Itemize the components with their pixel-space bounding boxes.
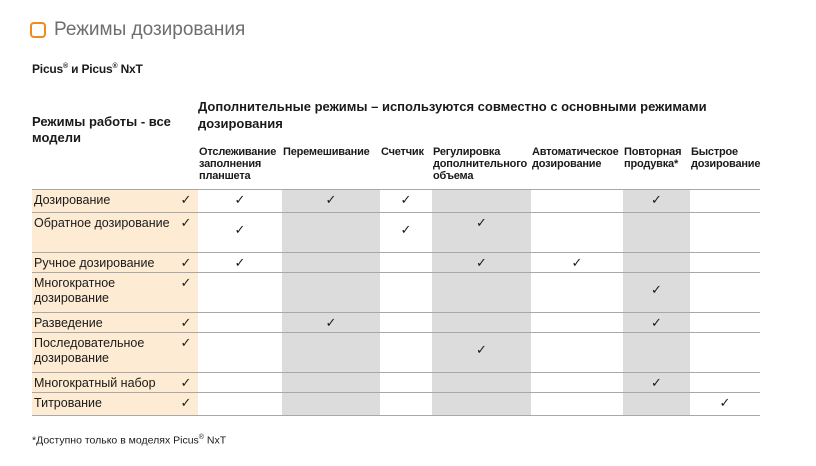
row-divider — [32, 212, 760, 213]
row-divider — [32, 312, 760, 313]
check-icon: ✓ — [400, 192, 412, 207]
check-icon: ✓ — [476, 255, 487, 270]
check-icon: ✓ — [180, 315, 192, 330]
column-header: Счетчик — [381, 146, 424, 158]
check-icon: ✓ — [180, 255, 192, 270]
check-icon: ✓ — [234, 192, 246, 207]
check-icon: ✓ — [571, 255, 583, 270]
column-header: Автоматическое дозирование — [532, 146, 619, 170]
row-divider — [32, 189, 760, 190]
row-label: Многократный набор — [34, 376, 156, 390]
check-icon: ✓ — [180, 192, 192, 207]
check-icon: ✓ — [325, 315, 337, 330]
row-divider — [32, 372, 760, 373]
shaded-column-fill — [282, 189, 380, 415]
page-title: Режимы дозирования — [54, 19, 246, 40]
check-icon: ✓ — [476, 342, 487, 357]
check-icon: ✓ — [180, 215, 192, 230]
row-divider — [32, 392, 760, 393]
row-divider — [32, 415, 760, 416]
check-icon: ✓ — [180, 375, 192, 390]
main-modes-header: Режимы работы - все модели — [32, 114, 171, 145]
column-header: Быстрое дозирование — [691, 146, 761, 170]
row-divider — [32, 272, 760, 273]
row-divider — [32, 252, 760, 253]
section-title — [30, 18, 245, 42]
column-header: Отслеживание заполнения планшета — [199, 146, 277, 182]
check-icon: ✓ — [651, 315, 662, 330]
check-icon: ✓ — [180, 395, 192, 410]
check-icon: ✓ — [651, 192, 662, 207]
check-icon: ✓ — [651, 282, 662, 297]
row-label: Последовательное дозирование — [34, 336, 145, 365]
column-header: Повторная продувка* — [624, 146, 682, 170]
row-label: Дозирование — [34, 193, 111, 207]
footnote: *Доступно только в моделях Picus® NxT — [32, 434, 227, 447]
check-icon: ✓ — [719, 395, 731, 410]
check-icon: ✓ — [476, 215, 487, 230]
check-icon: ✓ — [180, 335, 192, 350]
row-label: Ручное дозирование — [34, 256, 155, 270]
check-icon: ✓ — [234, 222, 246, 237]
check-icon: ✓ — [400, 222, 412, 237]
model-subtitle: Picus® и Picus® NxT — [32, 62, 143, 76]
row-label: Многократное дозирование — [34, 276, 116, 305]
row-label: Титрование — [34, 396, 102, 410]
row-label: Разведение — [34, 316, 103, 330]
column-header: Перемешивание — [283, 146, 370, 158]
check-icon: ✓ — [180, 275, 192, 290]
checkbox-square-icon — [30, 22, 46, 38]
check-icon: ✓ — [234, 255, 246, 270]
check-icon: ✓ — [325, 192, 337, 207]
check-icon: ✓ — [651, 375, 662, 390]
additional-modes-header: Дополнительные режимы – используются совместно с основными режимами дозирования — [198, 99, 707, 131]
column-header: Регулировка дополнительного объема — [433, 146, 527, 182]
row-label: Обратное дозирование — [34, 216, 170, 230]
row-divider — [32, 332, 760, 333]
